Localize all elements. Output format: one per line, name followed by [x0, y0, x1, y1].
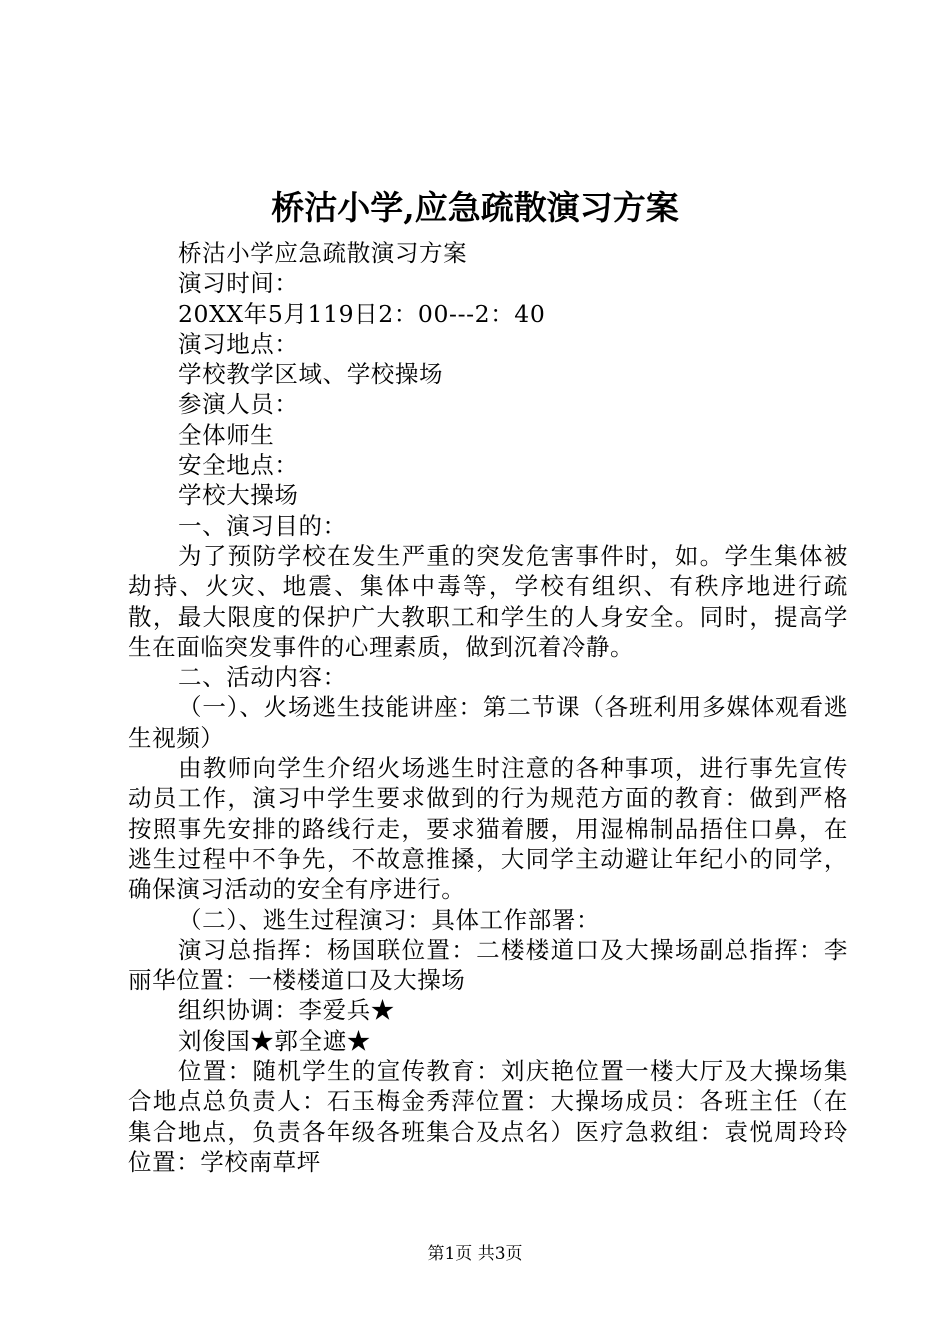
section-heading-purpose: 一、演习目的： [178, 511, 347, 540]
paragraph-activity-two: （二）、逃生过程演习：具体工作部署： [178, 905, 601, 934]
paragraph-drill-location-value: 学校教学区域、学校操场 [178, 360, 444, 389]
paragraph-coordination-members: 刘俊国★郭全遮★ [178, 1026, 371, 1055]
paragraph-positions: 位置：随机学生的宣传教育：刘庆艳位置一楼大厅及大操场集合地点总负责人：石玉梅金秀萍位置：大操场成员：各班主任（在集合地点，负责各年级各班集合及点名）医疗急救组：袁悦周玲玲位置：学校南草坪 [128, 1057, 848, 1176]
document-body [128, 238, 848, 1177]
paragraph-drill-location-label: 演习地点： [178, 329, 299, 358]
page-footer: 第1页 共3页 [427, 1244, 523, 1264]
paragraph-drill-time-label: 演习时间： [178, 269, 299, 298]
section-heading-activities: 二、活动内容： [178, 663, 347, 692]
paragraph-coordination: 组织协调：李爱兵★ [178, 996, 395, 1025]
paragraph-safe-location-value: 学校大操场 [178, 481, 299, 510]
paragraph-doc-name: 桥沽小学应急疏散演习方案 [178, 239, 468, 267]
paragraph-participants-value: 全体师生 [178, 420, 275, 449]
paragraph-purpose: 为了预防学校在发生严重的突发危害事件时，如。学生集体被劫持、火灾、地震、集体中毒等，学校有组织、有秩序地进行疏散，最大限度的保护广大教职工和学生的人身安全。同时，提高学生在面临突发事件的心理素质，做到沉着冷静。 [128, 541, 848, 661]
paragraph-participants-label: 参演人员： [178, 390, 299, 419]
paragraph-safe-location-label: 安全地点： [178, 451, 299, 480]
paragraph-activity-one: （一）、火场逃生技能讲座：第二节课（各班利用多媒体观看逃生视频） [128, 693, 848, 752]
document-title: 桥沽小学,应急疏散演习方案 [271, 188, 679, 227]
paragraph-commanders: 演习总指挥：杨国联位置：二楼楼道口及大操场副总指挥：李丽华位置：一楼楼道口及大操场 [128, 935, 848, 995]
paragraph-drill-time-value: 20XX年5月119日2：00---2：40 [178, 299, 546, 328]
paragraph-activity-one-detail: 由教师向学生介绍火场逃生时注意的各种事项，进行事先宣传动员工作，演习中学生要求做到的行为规范方面的教育：做到严格按照事先安排的路线行走，要求猫着腰，用湿棉制品捂住口鼻，在逃生过程中不争先，不故意推搡，大同学主动避让年纪小的同学，确保演习活动的安全有序进行。 [128, 754, 848, 904]
